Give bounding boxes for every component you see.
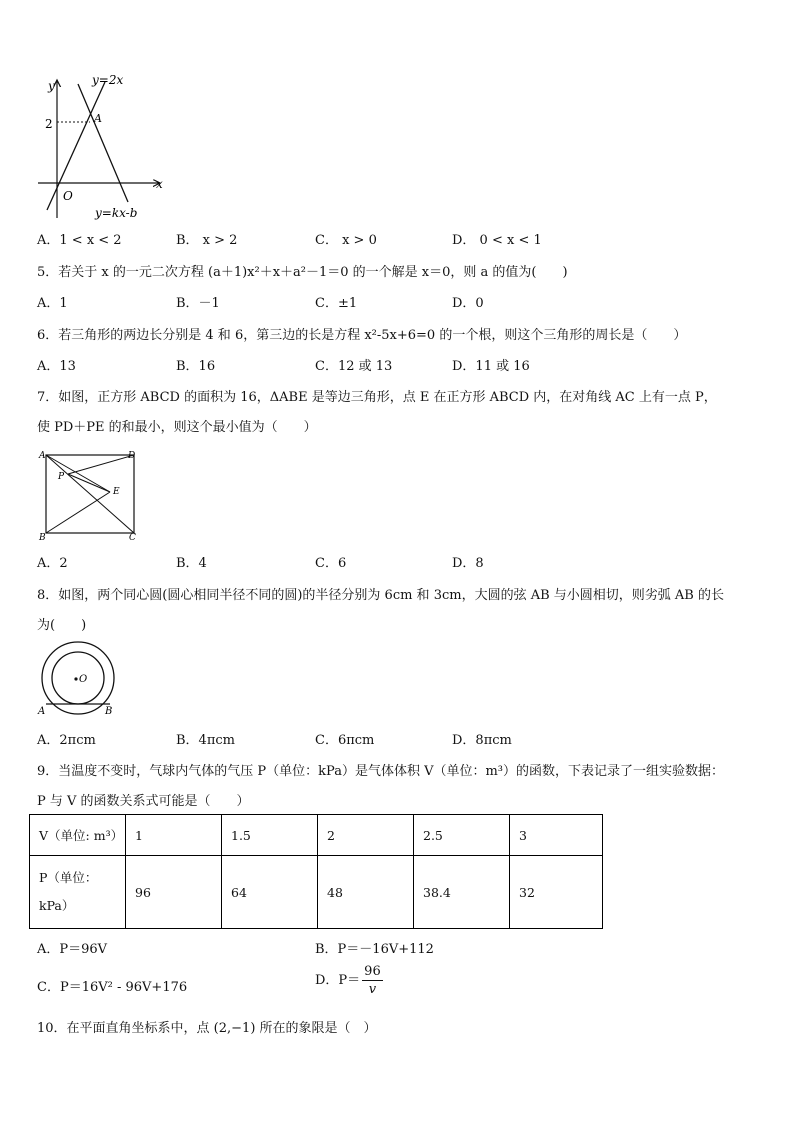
q7-stem-line2: 使 PD＋PE 的和最小，则这个最小值为（ ） <box>37 420 317 435</box>
q9-data-table <box>29 814 603 929</box>
label-B: B <box>39 533 46 542</box>
q5-option-b[interactable]: B．－1 <box>176 296 220 311</box>
segment-pd <box>68 455 134 474</box>
q8-stem-line1: 8．如图，两个同心圆(圆心相同半径不同的圆)的半径分别为 6cm 和 3cm，大圆的弦 AB 与小圆相切，则劣弧 AB 的长 <box>37 588 724 603</box>
table-cell: 96 <box>126 856 222 929</box>
label-line-2x: y=2x <box>92 73 124 87</box>
table-header-p-b: kPa） <box>39 898 75 913</box>
q4-option-a[interactable]: A．1 < x < 2 <box>37 233 122 248</box>
q5-stem: 5．若关于 x 的一元二次方程 (a＋1)x²＋x＋a²－1＝0 的一个解是 x＝0，则 a 的值为( ) <box>37 265 568 280</box>
label-origin: O <box>63 189 73 203</box>
label-D: D <box>128 451 136 461</box>
q6-option-d[interactable]: D．11 或 16 <box>452 359 530 374</box>
table-cell: 48 <box>318 856 414 929</box>
label-x: x <box>156 177 163 191</box>
q8-option-b[interactable]: B．4πcm <box>176 733 235 748</box>
q10-stem: 10．在平面直角坐标系中，点 (2,−1) 所在的象限是（ ） <box>37 1021 377 1036</box>
outer-circle <box>42 642 114 714</box>
label-A: A <box>38 706 46 716</box>
q7-stem-line1: 7．如图，正方形 ABCD 的面积为 16，ΔABE 是等边三角形，点 E 在正方形 ABCD 内，在对角线 AC 上有一点 P， <box>37 390 717 405</box>
q6-stem: 6．若三角形的两边长分别是 4 和 6，第三边的长是方程 x²-5x+6=0 的一个根，则这个三角形的周长是（ ） <box>37 328 687 343</box>
q4-option-c[interactable]: C． x > 0 <box>315 233 377 248</box>
label-B: B <box>105 706 113 716</box>
q7-option-b[interactable]: B．4 <box>176 556 207 571</box>
inner-circle <box>52 652 104 704</box>
q7-option-a[interactable]: A．2 <box>37 556 68 571</box>
table-cell: 38.4 <box>414 856 510 929</box>
line-y-2x <box>47 82 105 210</box>
table-cell: 32 <box>510 856 603 929</box>
q4-figure <box>30 70 175 225</box>
label-E: E <box>113 487 120 497</box>
q9-stem-line2: P 与 V 的函数关系式可能是（ ） <box>37 794 250 809</box>
fraction-denominator: v <box>368 982 377 997</box>
label-C: C <box>129 533 136 542</box>
q9-option-c[interactable]: C．P＝16V² - 96V+176 <box>37 980 188 995</box>
table-cell: 2 <box>318 815 414 856</box>
segment-be <box>46 492 110 533</box>
label-O: O <box>79 674 88 685</box>
table-row <box>30 856 603 929</box>
q6-option-b[interactable]: B．16 <box>176 359 216 374</box>
table-cell: 1.5 <box>222 815 318 856</box>
q4-option-b[interactable]: B． x > 2 <box>176 233 238 248</box>
q8-option-a[interactable]: A．2πcm <box>37 733 96 748</box>
q8-option-c[interactable]: C．6πcm <box>315 733 375 748</box>
label-A: A <box>94 112 102 125</box>
table-cell: 64 <box>222 856 318 929</box>
q9-option-d-prefix: D．P＝ <box>315 973 361 988</box>
q7-option-c[interactable]: C．6 <box>315 556 347 571</box>
segment-pe <box>68 474 110 492</box>
q5-option-c[interactable]: C．±1 <box>315 296 358 311</box>
label-y: y <box>48 79 55 93</box>
table-cell: 3 <box>510 815 603 856</box>
table-header-v: V（单位: m³） <box>30 815 126 856</box>
q6-option-a[interactable]: A．13 <box>37 359 76 374</box>
q9-stem-line1: 9．当温度不变时，气球内气体的气压 P（单位：kPa）是气体体积 V（单位：m³）的函数，下表记录了一组实验数据： <box>37 764 725 779</box>
q9-option-d[interactable] <box>315 963 383 998</box>
label-P: P <box>58 472 65 482</box>
q5-option-a[interactable]: A．1 <box>37 296 68 311</box>
q7-option-d[interactable]: D．8 <box>452 556 484 571</box>
fraction-numerator: 96 <box>364 964 381 979</box>
table-header-p <box>30 856 126 929</box>
center-point <box>74 677 77 680</box>
label-2: 2 <box>45 117 53 131</box>
table-header-p-a: P（单位： <box>39 870 98 885</box>
table-row <box>30 815 603 856</box>
q4-option-d[interactable]: D． 0 < x < 1 <box>452 233 542 248</box>
q9-option-a[interactable]: A．P＝96V <box>37 942 108 957</box>
q8-option-d[interactable]: D．8πcm <box>452 733 512 748</box>
fraction <box>362 963 383 998</box>
line-y-kx-b <box>78 84 128 202</box>
diagonal-ac <box>46 455 134 533</box>
q6-option-c[interactable]: C．12 或 13 <box>315 359 393 374</box>
segment-ae <box>46 455 110 492</box>
q8-stem-line2: 为( ) <box>37 618 87 633</box>
q9-option-b[interactable]: B．P＝－16V+112 <box>315 942 434 957</box>
q5-option-d[interactable]: D．0 <box>452 296 484 311</box>
table-cell: 2.5 <box>414 815 510 856</box>
q8-figure <box>33 640 123 716</box>
label-line-kx-b: y=kx-b <box>95 206 138 220</box>
label-A: A <box>39 451 46 461</box>
q7-figure <box>36 446 146 542</box>
table-cell: 1 <box>126 815 222 856</box>
